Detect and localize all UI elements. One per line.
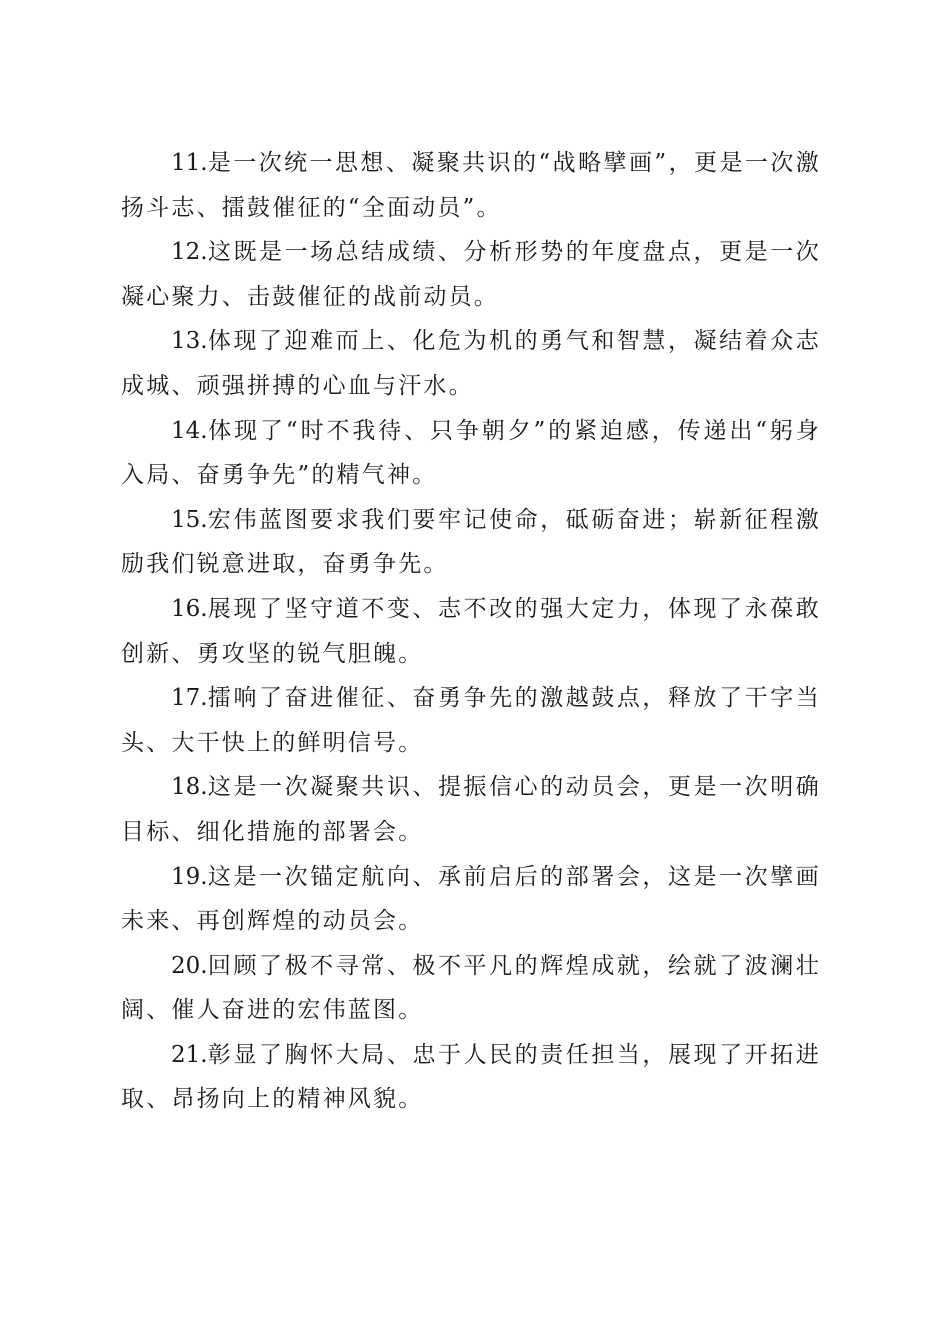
item-text: 擂响了奋进催征、奋勇争先的激越鼓点，释放了干字当头、大干快上的鲜明信号。 <box>121 685 821 756</box>
item-number: 16. <box>171 595 208 622</box>
item-text: 体现了“时不我待、只争朝夕”的紧迫感，传递出“躬身入局、奋勇争先”的精气神。 <box>121 417 821 489</box>
list-item <box>121 498 821 587</box>
list-item <box>121 676 821 765</box>
item-text: 回顾了极不寻常、极不平凡的辉煌成就，绘就了波澜壮阔、催人奋进的宏伟蓝图。 <box>121 952 821 1024</box>
list-item <box>121 1033 821 1122</box>
item-text: 这是一次锚定航向、承前启后的部署会，这是一次擘画未来、再创辉煌的动员会。 <box>121 863 821 935</box>
item-text: 体现了迎难而上、化危为机的勇气和智慧，凝结着众志成城、顽强拼搏的心血与汗水。 <box>121 328 821 399</box>
list-item <box>121 141 821 230</box>
item-number: 19. <box>171 863 208 890</box>
item-number: 11. <box>171 150 208 176</box>
item-number: 14. <box>171 417 208 444</box>
list-item <box>121 765 821 854</box>
item-number: 21. <box>171 1041 208 1068</box>
list-item <box>121 409 821 498</box>
item-text: 宏伟蓝图要求我们要牢记使命，砥砺奋进；崭新征程激励我们锐意进取，奋勇争先。 <box>121 506 821 578</box>
item-text: 是一次统一思想、凝聚共识的“战略擘画”，更是一次激扬斗志、擂鼓催征的“全面动员”。 <box>121 150 821 221</box>
item-number: 12. <box>171 239 208 266</box>
item-number: 20. <box>171 952 208 979</box>
list-item <box>121 587 821 676</box>
list-item <box>121 319 821 408</box>
list-item <box>121 855 821 944</box>
item-text: 这既是一场总结成绩、分析形势的年度盘点，更是一次凝心聚力、击鼓催征的战前动员。 <box>121 239 821 310</box>
list-item <box>121 944 821 1033</box>
item-number: 15. <box>171 506 208 533</box>
numbered-list <box>121 141 821 1122</box>
item-text: 彰显了胸怀大局、忠于人民的责任担当，展现了开拓进取、昂扬向上的精神风貌。 <box>121 1041 821 1113</box>
item-number: 13. <box>171 328 208 355</box>
item-text: 展现了坚守道不变、志不改的强大定力，体现了永葆敢创新、勇攻坚的锐气胆魄。 <box>121 595 821 667</box>
item-number: 18. <box>171 774 208 801</box>
item-number: 17. <box>171 685 208 712</box>
item-text: 这是一次凝聚共识、提振信心的动员会，更是一次明确目标、细化措施的部署会。 <box>121 774 821 845</box>
list-item <box>121 230 821 319</box>
